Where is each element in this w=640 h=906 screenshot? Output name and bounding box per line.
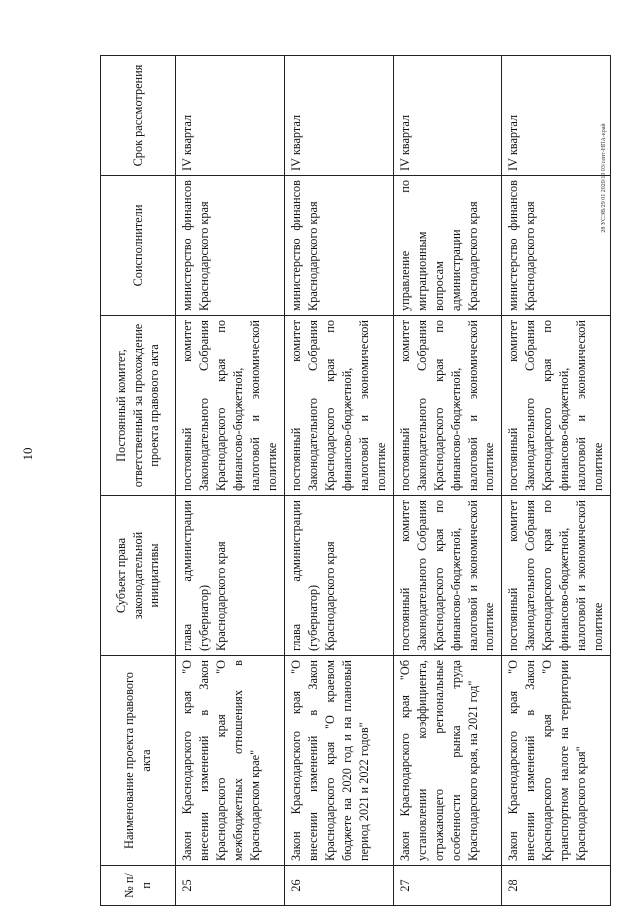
review-term: IV квартал bbox=[393, 56, 502, 176]
header-number: № п/п bbox=[101, 866, 176, 906]
responsible-committee: постоянный комитет Законодательного Собрания Краснодарского края по финансово-бюджетной, налоговой и экономической политике bbox=[393, 316, 502, 496]
page-number: 10 bbox=[20, 447, 35, 461]
table-row bbox=[502, 56, 611, 906]
row-number: 25 bbox=[176, 866, 285, 906]
coexecutors: министерство финансов Краснодарского края bbox=[284, 176, 393, 316]
act-name: Закон Краснодарского края "О внесении изменений в Закон Краснодарского края "О транспортном налоге на территории Краснодарского края" bbox=[502, 656, 611, 866]
coexecutors: министерство финансов Краснодарского края bbox=[176, 176, 285, 316]
coexecutors: управление по миграционным вопросам администрации Краснодарского края bbox=[393, 176, 502, 316]
table-header-row bbox=[101, 56, 176, 906]
header-act-name: Наименование проекта правового акта bbox=[101, 656, 176, 866]
responsible-committee: постоянный комитет Законодательного Собрания Краснодарского края по финансово-бюджетной, налоговой и экономической политике bbox=[502, 316, 611, 496]
header-initiative-subject: Субъект права законодательной инициативы bbox=[101, 496, 176, 656]
act-name: Закон Краснодарского края "Об установлении коэффициента, отражающего региональные особенности рынка труда Краснодарского края, на 2021 год" bbox=[393, 656, 502, 866]
review-term: IV квартал bbox=[502, 56, 611, 176]
table-row bbox=[284, 56, 393, 906]
row-number: 28 bbox=[502, 866, 611, 906]
initiative-subject: постоянный комитет Законодательного Собрания Краснодарского края по финансово-бюджетной, налоговой и экономической политике bbox=[393, 496, 502, 656]
coexecutors: министерство финансов Краснодарского края bbox=[502, 176, 611, 316]
header-coexecutors: Соисполнители bbox=[101, 176, 176, 316]
header-review-term: Срок рассмотрения bbox=[101, 56, 176, 176]
responsible-committee: постоянный комитет Законодательного Собрания Краснодарского края по финансово-бюджетной, налоговой и экономической политике bbox=[176, 316, 285, 496]
initiative-subject: постоянный комитет Законодательного Собрания Краснодарского края по финансово-бюджетной, налоговой и экономической политике bbox=[502, 496, 611, 656]
header-responsible-committee: Постоянный комитет, ответственный за прохождение проекта правового акта bbox=[101, 316, 176, 496]
table-row bbox=[176, 56, 285, 906]
legislation-plan-table bbox=[100, 55, 611, 906]
review-term: IV квартал bbox=[284, 56, 393, 176]
row-number: 27 bbox=[393, 866, 502, 906]
act-name: Закон Краснодарского края "О внесении изменений в Закон Краснодарского края "О краевом бюджете на 2020 год и на плановый период 2021 и 2022 годов" bbox=[284, 656, 393, 866]
footer-document-code: 28 УСЭВ/29 01 2020/10 03/сент-НПА-край bbox=[601, 123, 607, 233]
review-term: IV квартал bbox=[176, 56, 285, 176]
initiative-subject: глава администрации (губернатор) Краснодарского края bbox=[284, 496, 393, 656]
row-number: 26 bbox=[284, 866, 393, 906]
act-name: Закон Краснодарского края "О внесении изменений в Закон Краснодарского края "О межбюджетных отношениях в Краснодарском крае" bbox=[176, 656, 285, 866]
initiative-subject: глава администрации (губернатор) Краснодарского края bbox=[176, 496, 285, 656]
responsible-committee: постоянный комитет Законодательного Собрания Краснодарского края по финансово-бюджетной, налоговой и экономической политике bbox=[284, 316, 393, 496]
table-row bbox=[393, 56, 502, 906]
